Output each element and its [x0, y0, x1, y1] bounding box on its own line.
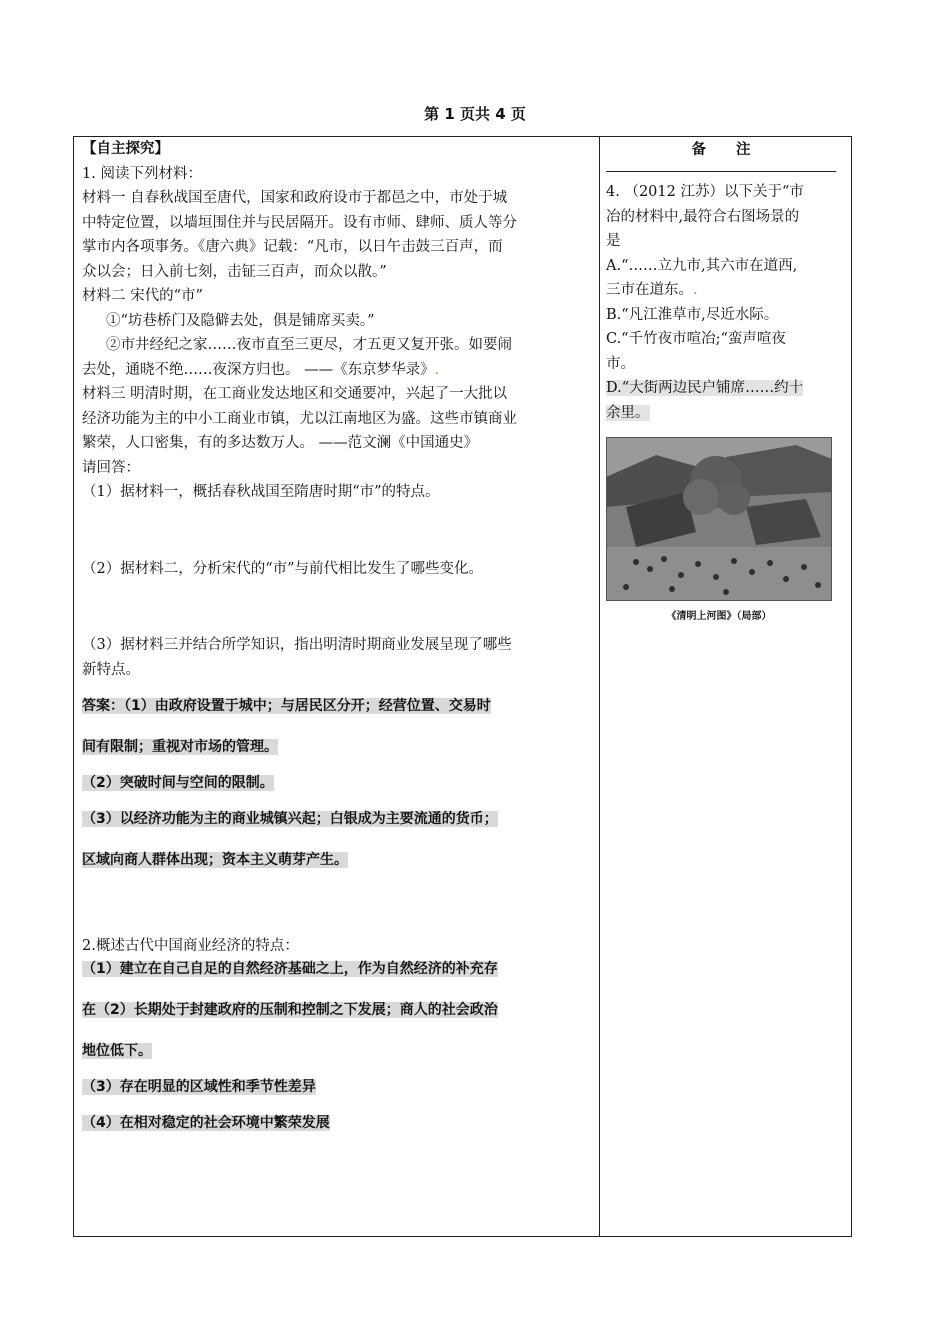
q2-answer-line: （4）在相对稳定的社会环境中繁荣发展	[82, 1114, 330, 1131]
question-1-1: （1）据材料一，概括春秋战国至隋唐时期“市”的特点。	[82, 484, 440, 500]
material-1-line: 中特定位置，以墙垣围住并与民居隔开。设有市师、肆师、质人等分	[82, 214, 517, 231]
mark-dot: .	[693, 282, 698, 298]
material-3-line: 材料三 明清时期，在工商业发达地区和交通要冲，兴起了一大批以	[82, 386, 508, 402]
option-d-cont: 余里。	[606, 404, 650, 421]
question-2-title: 2.概述古代中国商业经济的特点：	[82, 938, 299, 954]
answer-line: 区域向商人群体出现；资本主义萌芽产生。	[82, 852, 348, 868]
question-4-line: 4. （2012 江苏）以下关于“市	[606, 184, 804, 200]
image-caption: 《清明上河图》（局部）	[666, 611, 772, 622]
material-3-line: 繁荣，人口密集，有的多达数万人。 ——范文澜《中国通史》	[82, 435, 479, 451]
question-1-2: （2）据材料二，分析宋代的“市”与前代相比发生了哪些变化。	[82, 560, 484, 577]
question-4-line: 是	[606, 233, 621, 249]
q2-answer-line: 在（2）长期处于封建政府的压制和控制之下发展；商人的社会政治	[82, 1001, 498, 1018]
material-3-line: 经济功能为主的中小工商业市镇，尤以江南地区为盛。这些市镇商业	[82, 410, 517, 427]
answer-line: 答案：（1）由政府设置于城中；与居民区分开；经营位置、交易时	[82, 698, 491, 714]
notes-column	[606, 137, 842, 630]
main-column	[82, 137, 592, 1133]
material-1-line: 材料一 自春秋战国至唐代，国家和政府设市于都邑之中，市处于城	[82, 190, 508, 206]
question-1-3-cont: 新特点。	[82, 661, 140, 678]
option-c: C.“千竹夜市喧冶;“蛮声喧夜	[606, 331, 786, 347]
q2-answer-line: （3）存在明显的区域性和季节性差异	[82, 1078, 316, 1095]
option-a-text: 三市在道东。	[606, 282, 693, 298]
material-2-source-line: 去处，通晓不绝……夜深方归也。 ——《东京梦华录》	[82, 361, 435, 378]
material-2-title: 材料二 宋代的“市”	[82, 288, 203, 304]
material-1-line: 众以会；日入前七刻，击钲三百声，而众以散。”	[82, 263, 387, 280]
section-title: 【自主探究】	[82, 141, 169, 157]
content-table	[73, 136, 852, 1237]
painting-illustration	[606, 437, 832, 601]
q2-answer-line: 地位低下。	[82, 1042, 152, 1059]
material-2-item-2: ②市井经纪之家……夜市直至三更尽，才五更又复开张。如要闹	[106, 337, 512, 353]
option-b: B.“凡江淮草市,尽近水际。	[606, 306, 779, 323]
answer-line: 间有限制；重视对市场的管理。	[82, 739, 278, 755]
material-2-item-1: ①“坊巷桥门及隐僻去处，俱是铺席买卖。”	[106, 312, 375, 329]
answer-space	[82, 505, 592, 557]
option-c-cont: 市。	[606, 355, 635, 372]
answer-line: （2）突破时间与空间的限制。	[82, 775, 274, 791]
material-2-item-2-cont	[82, 358, 592, 383]
option-a: A.“……立九市,其六市在道西,	[606, 257, 798, 274]
mark-dot: .	[434, 361, 440, 378]
option-a-cont	[606, 278, 842, 303]
material-1-line: 掌市内各项事务。《唐六典》记载：“凡市，以日午击鼓三百声，而	[82, 239, 503, 255]
answer-line: （3）以经济功能为主的商业城镇兴起；白银成为主要流通的货币；	[82, 811, 498, 827]
column-divider	[599, 137, 600, 1236]
question-1-intro: 1. 阅读下列材料：	[82, 165, 202, 182]
qingming-painting-image	[606, 437, 832, 601]
option-d: D.“大街两边民户铺席……约十	[606, 380, 804, 396]
q2-answer-line: （1）建立在自己自足的自然经济基础之上，作为自然经济的补充存	[82, 960, 498, 977]
notes-title: 备注	[606, 137, 836, 172]
question-1-3: （3）据材料三并结合所学知识，指出明清时期商业发展呈现了哪些	[82, 637, 512, 653]
answer-space	[82, 581, 592, 633]
please-answer: 请回答：	[82, 459, 140, 476]
question-4-line: 冶的材料中,最符合右图场景的	[606, 208, 800, 225]
page-number-header: 第 1 页共 4 页	[424, 105, 526, 123]
